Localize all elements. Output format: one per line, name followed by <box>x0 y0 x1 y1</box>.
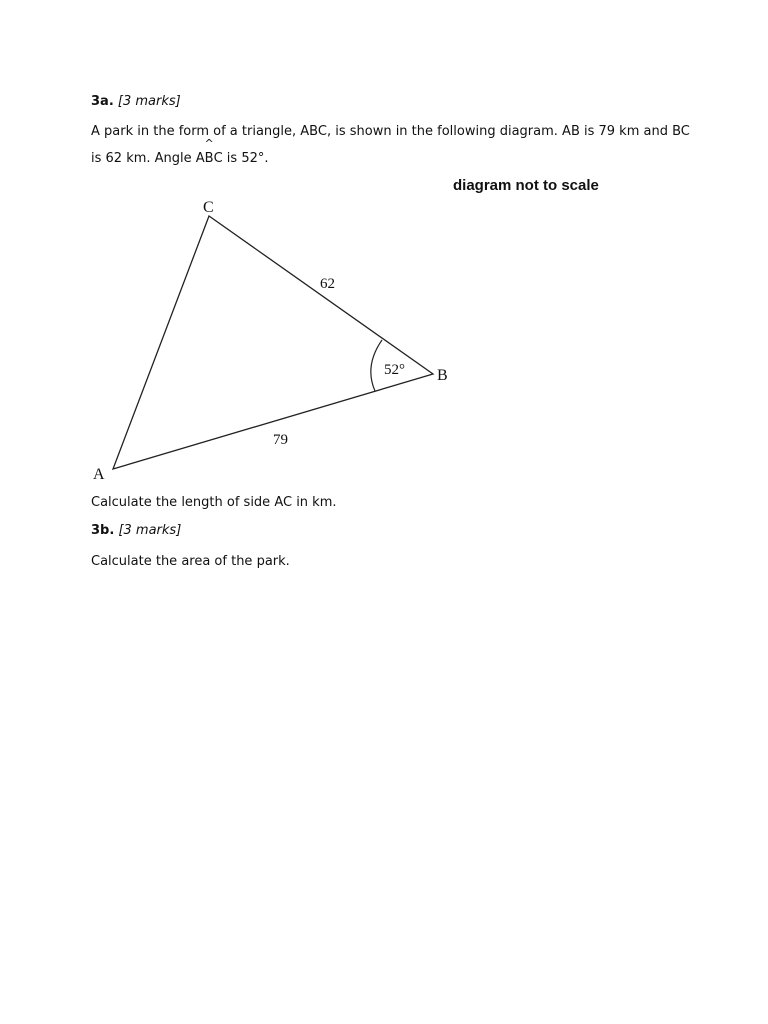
part-b-heading <box>91 523 181 539</box>
vertex-c-label: C <box>203 199 214 216</box>
part-b-question: Calculate the area of the park. <box>91 554 290 569</box>
side-bc-label: 62 <box>320 276 335 292</box>
vertex-a-label: A <box>93 466 105 483</box>
part-a-marks: [3 marks] <box>117 94 181 109</box>
vertex-b-label: B <box>437 367 448 384</box>
side-ab-label: 79 <box>273 432 288 448</box>
part-a-text-line-1: A park in the form of a triangle, ABC, is shown in the following diagram. AB is 79 km and BC <box>91 124 690 139</box>
angle-vertex-letter: B <box>204 151 214 166</box>
part-b-number: 3b. <box>91 523 115 538</box>
part-a-number: 3a. <box>91 94 114 109</box>
diagram-note: diagram not to scale <box>453 177 599 194</box>
part-b-marks: [3 marks] <box>118 523 182 538</box>
angle-b-label: 52° <box>384 362 405 378</box>
angle-b-arc <box>371 340 382 391</box>
part-a-question: Calculate the length of side AC in km. <box>91 495 337 510</box>
angle-hat-symbol: ^ <box>204 137 214 150</box>
part-a-text-line-2-end: C is 52°. <box>213 151 269 166</box>
part-a-text-line-2-start: is 62 km. Angle A <box>91 151 205 166</box>
